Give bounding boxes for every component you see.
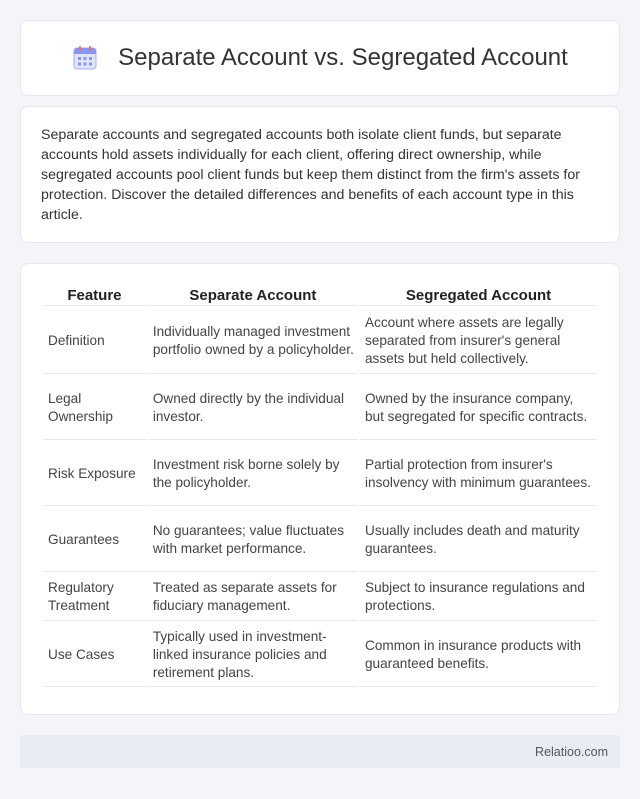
intro-text: Separate accounts and segregated accounts both isolate client funds, but separate accounts hold assets individually for each client, offering direct ownership, while segregated accounts pool client funds but keep them distinct from the firm's assets for protection. Discover the detailed differences and benefits of each account type in this article. <box>41 127 580 223</box>
cell-segregated: Account where assets are legally separated from insurer's general assets but held collectively. <box>360 308 597 374</box>
cell-feature: Use Cases <box>43 623 146 687</box>
comparison-table <box>41 284 599 689</box>
footer <box>20 735 620 768</box>
cell-feature: Legal Ownership <box>43 376 146 440</box>
cell-separate: Investment risk borne solely by the policyholder. <box>148 442 358 506</box>
table-row <box>43 308 597 374</box>
title-card <box>20 20 620 96</box>
calendar-icon <box>72 45 98 71</box>
table-row <box>43 376 597 440</box>
cell-separate: Treated as separate assets for fiduciary management. <box>148 574 358 621</box>
cell-segregated: Subject to insurance regulations and protections. <box>360 574 597 621</box>
cell-segregated: Usually includes death and maturity guarantees. <box>360 508 597 572</box>
page-title: Separate Account vs. Segregated Account <box>118 44 568 71</box>
cell-segregated: Common in insurance products with guaranteed benefits. <box>360 623 597 687</box>
cell-feature: Risk Exposure <box>43 442 146 506</box>
table-card <box>20 263 620 715</box>
table-row <box>43 623 597 687</box>
table-header-row <box>43 286 597 306</box>
cell-separate: Owned directly by the individual investor. <box>148 376 358 440</box>
table-row <box>43 442 597 506</box>
header-separate-account: Separate Account <box>148 286 358 306</box>
cell-separate: No guarantees; value fluctuates with market performance. <box>148 508 358 572</box>
table-row <box>43 508 597 572</box>
header-feature: Feature <box>43 286 146 306</box>
footer-site-name: Relatioo.com <box>535 744 608 759</box>
cell-feature: Guarantees <box>43 508 146 572</box>
cell-segregated: Partial protection from insurer's insolvency with minimum guarantees. <box>360 442 597 506</box>
cell-separate: Individually managed investment portfolio owned by a policyholder. <box>148 308 358 374</box>
cell-feature: Regulatory Treatment <box>43 574 146 621</box>
intro-card <box>20 106 620 243</box>
cell-segregated: Owned by the insurance company, but segregated for specific contracts. <box>360 376 597 440</box>
cell-feature: Definition <box>43 308 146 374</box>
table-row <box>43 574 597 621</box>
header-segregated-account: Segregated Account <box>360 286 597 306</box>
cell-separate: Typically used in investment-linked insurance policies and retirement plans. <box>148 623 358 687</box>
